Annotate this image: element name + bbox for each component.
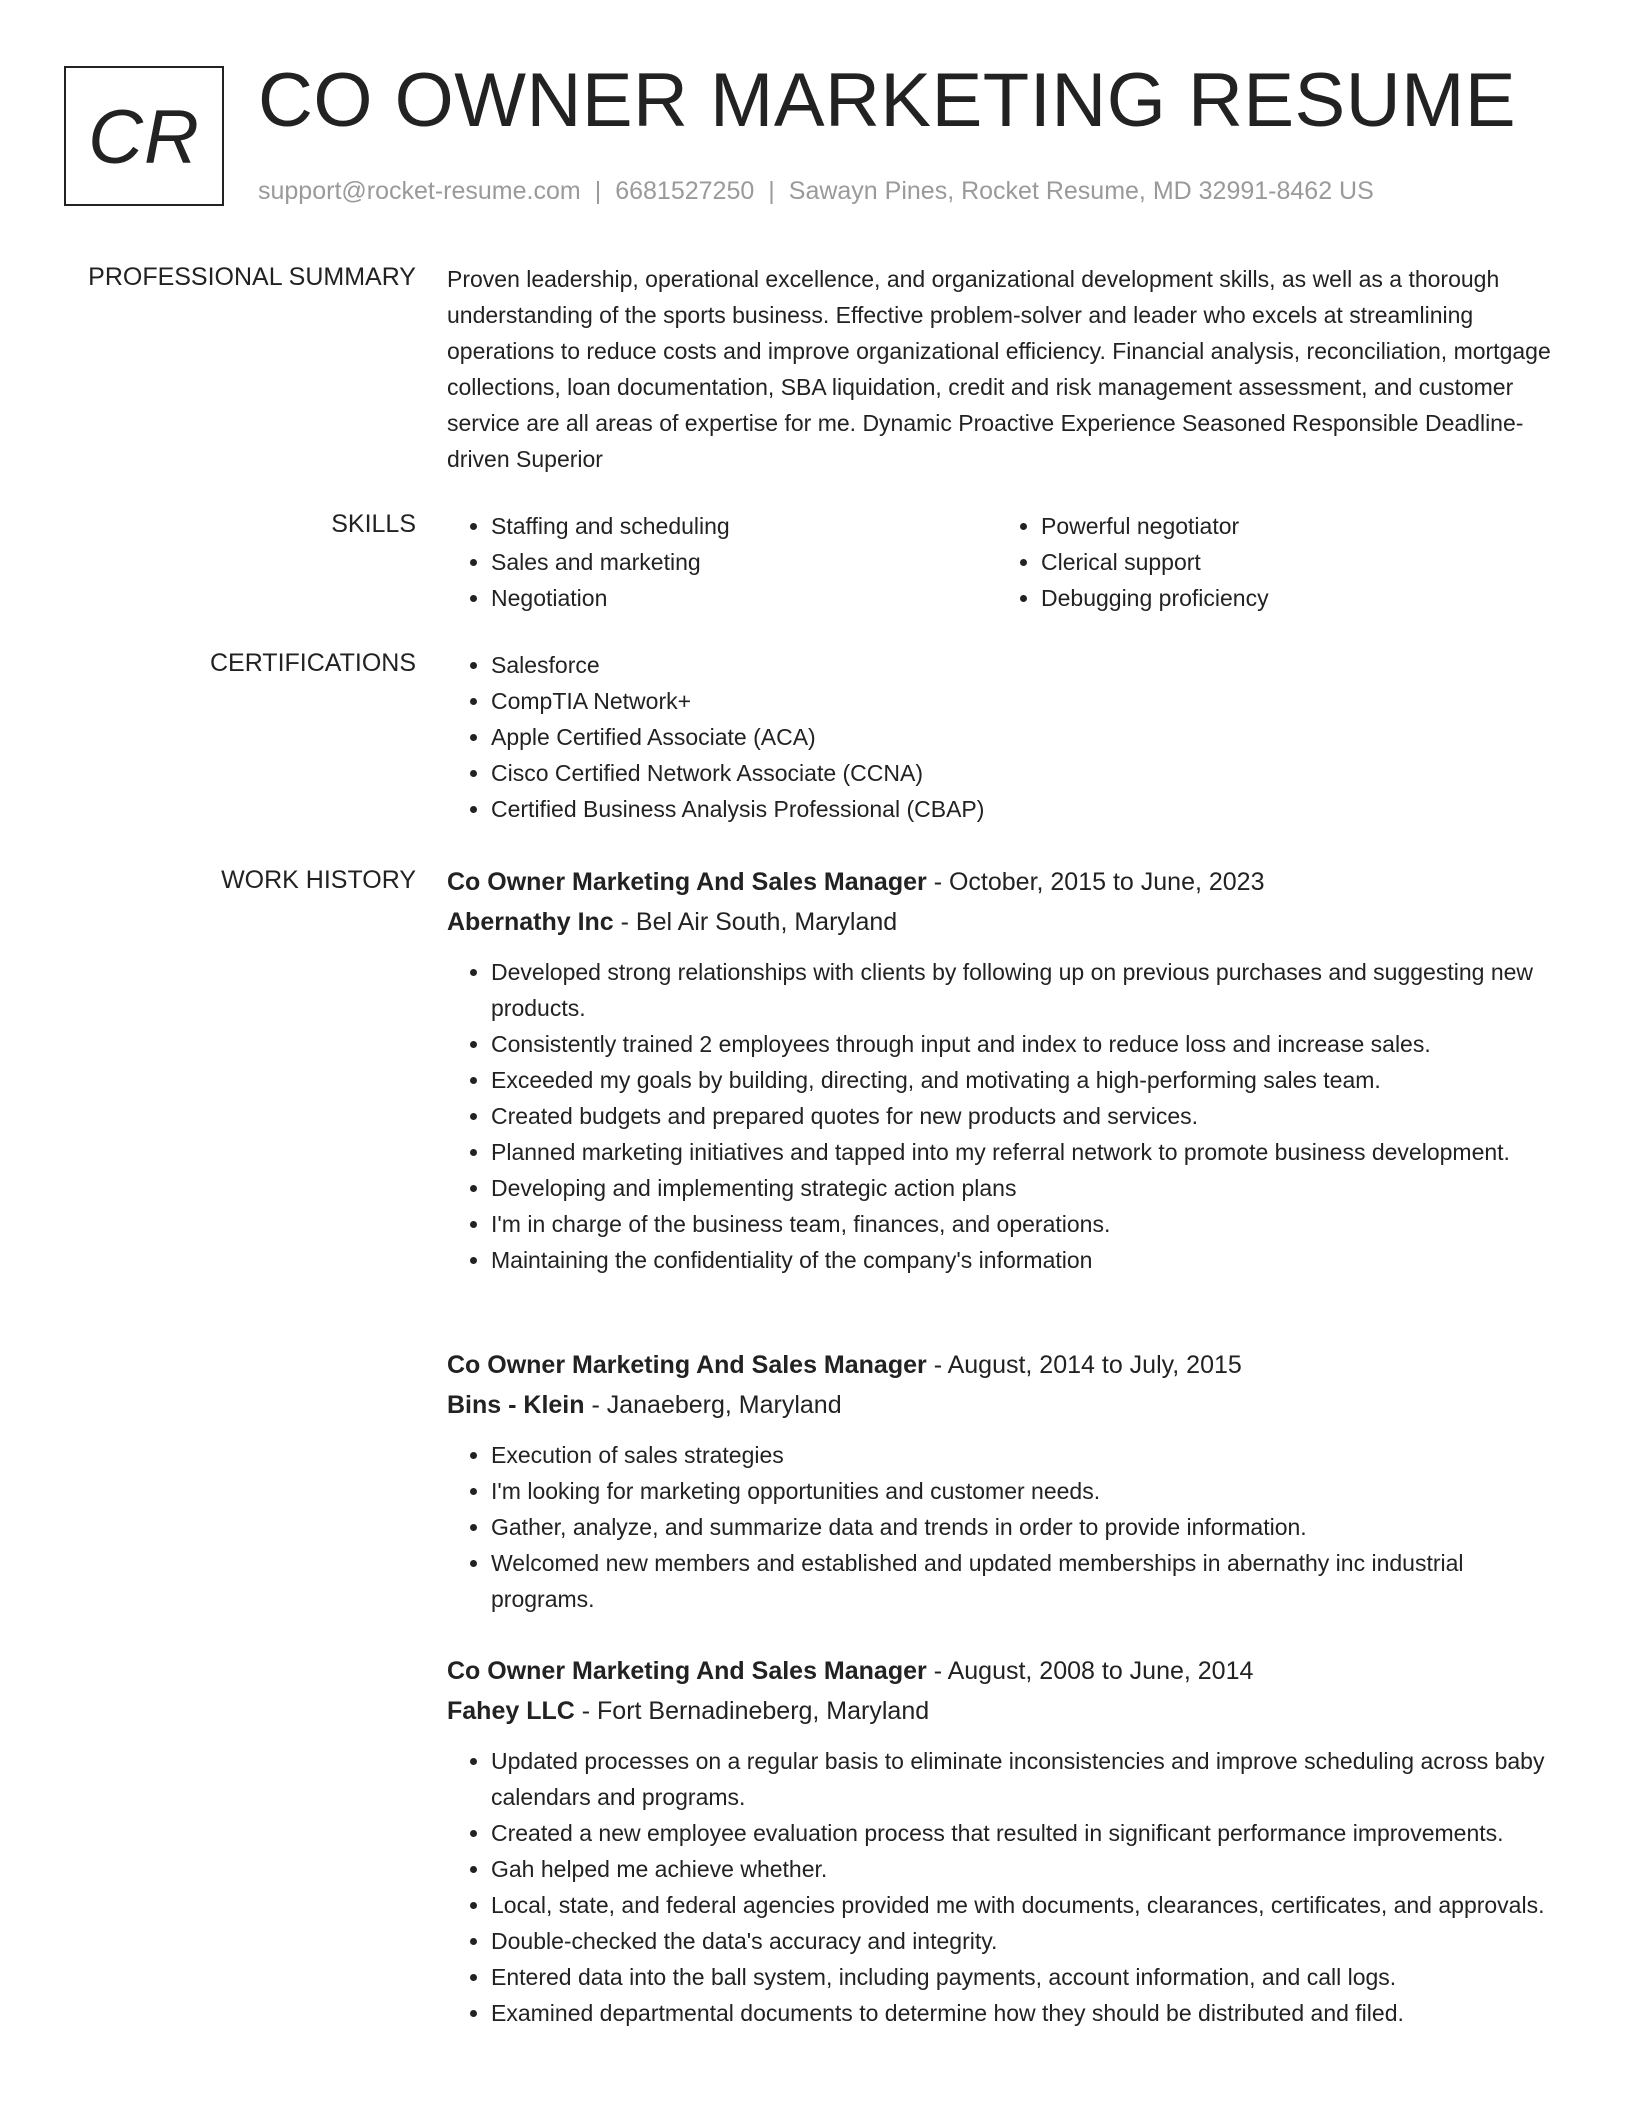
list-item: • Created budgets and prepared quotes for new products and services. bbox=[491, 1098, 1567, 1134]
list-item: • I'm looking for marketing opportunities and customer needs. bbox=[491, 1473, 1567, 1509]
contact-separator: | bbox=[594, 177, 602, 205]
list-item: • Negotiation bbox=[491, 580, 997, 616]
list-item: • Examined departmental documents to determine how they should be distributed and filed. bbox=[491, 1995, 1567, 2031]
list-item: • Apple Certified Associate (ACA) bbox=[491, 719, 1567, 755]
contact-address: Sawayn Pines, Rocket Resume, MD 32991-8462 US bbox=[788, 177, 1374, 205]
contact-phone: 6681527250 bbox=[615, 177, 755, 205]
list-item: • Execution of sales strategies bbox=[491, 1437, 1567, 1473]
list-item: • Developing and implementing strategic action plans bbox=[491, 1170, 1567, 1206]
skills-list-left bbox=[447, 508, 997, 616]
list-item: • Gather, analyze, and summarize data and trends in order to provide information. bbox=[491, 1509, 1567, 1545]
list-item: • Consistently trained 2 employees through input and index to reduce loss and increase sales. bbox=[491, 1026, 1567, 1062]
list-item: • Debugging proficiency bbox=[1041, 580, 1547, 616]
list-item: • Planned marketing initiatives and tapped into my referral network to promote business development. bbox=[491, 1134, 1567, 1170]
summary-content bbox=[447, 261, 1567, 477]
list-item: • Salesforce bbox=[491, 647, 1567, 683]
job-bullets bbox=[447, 1743, 1567, 2031]
list-item: • Developed strong relationships with clients by following up on previous purchases and suggesting new products. bbox=[491, 954, 1567, 1026]
section-label-summary: PROFESSIONAL SUMMARY bbox=[88, 263, 416, 291]
skills-list-right bbox=[997, 508, 1547, 616]
job-title: Co Owner Marketing And Sales Manager bbox=[447, 1351, 927, 1379]
section-label-work-history: WORK HISTORY bbox=[221, 866, 416, 894]
monogram-box bbox=[64, 66, 224, 206]
job-title-line bbox=[447, 1653, 1567, 1689]
job-dates: - August, 2008 to June, 2014 bbox=[926, 1657, 1254, 1685]
list-item: • Exceeded my goals by building, directing, and motivating a high-performing sales team. bbox=[491, 1062, 1567, 1098]
list-item: • Welcomed new members and established and updated memberships in abernathy inc industrial programs. bbox=[491, 1545, 1567, 1617]
job-location: - Bel Air South, Maryland bbox=[613, 908, 898, 936]
job-company: Fahey LLC bbox=[447, 1697, 575, 1725]
skills-content bbox=[447, 508, 1567, 616]
job-title-line bbox=[447, 1347, 1567, 1383]
list-item: • Cisco Certified Network Associate (CCNA) bbox=[491, 755, 1567, 791]
job-title-line bbox=[447, 864, 1567, 900]
contact-line bbox=[258, 175, 1374, 207]
contact-separator: | bbox=[768, 177, 775, 205]
skills-columns bbox=[447, 508, 1567, 616]
list-item: • Updated processes on a regular basis to eliminate inconsistencies and improve scheduling across baby calendars and programs. bbox=[491, 1743, 1567, 1815]
job-entry bbox=[447, 1347, 1567, 1617]
contact-email: support@rocket-resume.com bbox=[258, 177, 581, 205]
list-item: • Clerical support bbox=[1041, 544, 1547, 580]
job-company-line bbox=[447, 1693, 1567, 1729]
job-entry bbox=[447, 1653, 1567, 2031]
summary-text: Proven leadership, operational excellence, and organizational development skills, as well as a thorough understanding of the sports business. Effective problem-solver and leader who excels at streamlining operations to reduce costs and improve organizational efficiency. Financial analysis, reconciliation, mortgage collections, loan documentation, SBA liquidation, credit and risk management assessment, and customer service are all areas of expertise for me. Dynamic Proactive Experience Seasoned Responsible Deadline-driven Superior bbox=[447, 266, 1551, 472]
job-dates: - October, 2015 to June, 2023 bbox=[926, 868, 1265, 896]
list-item: • Created a new employee evaluation process that resulted in significant performance improvements. bbox=[491, 1815, 1567, 1851]
job-title: Co Owner Marketing And Sales Manager bbox=[447, 868, 927, 896]
job-location: - Janaeberg, Maryland bbox=[584, 1391, 842, 1419]
certifications-content bbox=[447, 647, 1567, 827]
job-company: Bins - Klein bbox=[447, 1391, 585, 1419]
list-item: • Certified Business Analysis Professional (CBAP) bbox=[491, 791, 1567, 827]
list-item: • CompTIA Network+ bbox=[491, 683, 1567, 719]
list-item: • Powerful negotiator bbox=[1041, 508, 1547, 544]
certifications-list bbox=[447, 647, 1567, 827]
job-dates: - August, 2014 to July, 2015 bbox=[926, 1351, 1242, 1379]
job-entry bbox=[447, 864, 1567, 1278]
job-company: Abernathy Inc bbox=[447, 908, 614, 936]
job-bullets bbox=[447, 1437, 1567, 1617]
section-label-skills: SKILLS bbox=[331, 510, 416, 538]
list-item: • Local, state, and federal agencies provided me with documents, clearances, certificates, and approvals. bbox=[491, 1887, 1567, 1923]
job-company-line bbox=[447, 1387, 1567, 1423]
job-bullets bbox=[447, 954, 1567, 1278]
list-item: • I'm in charge of the business team, finances, and operations. bbox=[491, 1206, 1567, 1242]
resume-title: CO OWNER MARKETING RESUME bbox=[258, 58, 1517, 143]
section-label-certifications: CERTIFICATIONS bbox=[209, 649, 416, 677]
job-location: - Fort Bernadineberg, Maryland bbox=[574, 1697, 930, 1725]
job-title: Co Owner Marketing And Sales Manager bbox=[447, 1657, 927, 1685]
list-item: • Sales and marketing bbox=[491, 544, 997, 580]
list-item: • Maintaining the confidentiality of the company's information bbox=[491, 1242, 1567, 1278]
monogram-initials: CR bbox=[88, 94, 200, 180]
list-item: • Double-checked the data's accuracy and integrity. bbox=[491, 1923, 1567, 1959]
job-company-line bbox=[447, 904, 1567, 940]
list-item: • Staffing and scheduling bbox=[491, 508, 997, 544]
list-item: • Gah helped me achieve whether. bbox=[491, 1851, 1567, 1887]
list-item: • Entered data into the ball system, including payments, account information, and call logs. bbox=[491, 1959, 1567, 1995]
